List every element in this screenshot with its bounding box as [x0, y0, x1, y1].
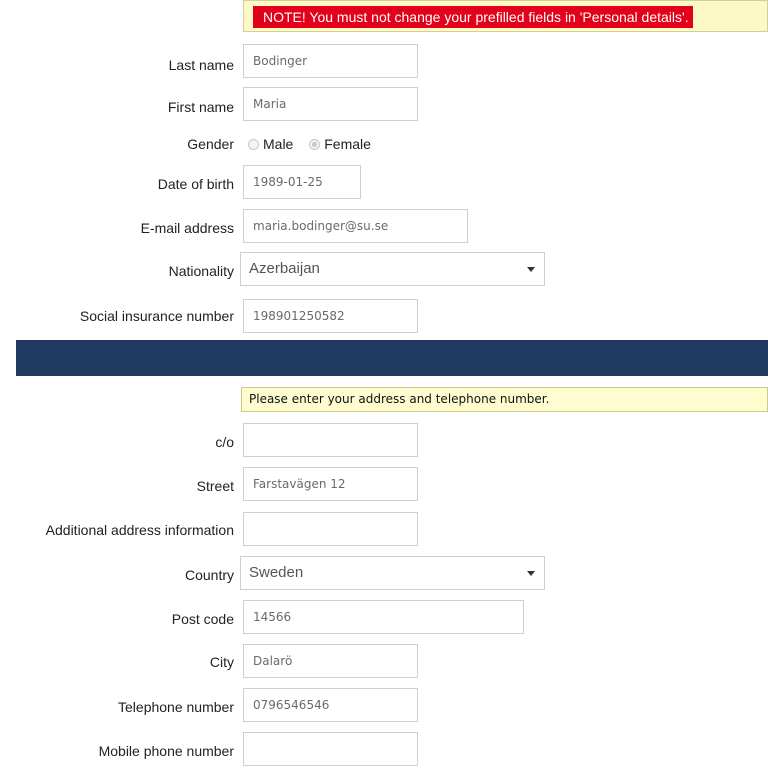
mobile-label: Mobile phone number [98, 743, 234, 759]
post-code-label: Post code [171, 611, 234, 627]
gender-male-option[interactable] [248, 136, 297, 152]
additional-address-label: Additional address information [45, 522, 234, 538]
gender-label: Gender [187, 136, 234, 152]
personal-details-note-box [243, 0, 768, 32]
post-code-input[interactable]: 14566 [243, 600, 524, 634]
radio-button-icon[interactable] [309, 139, 320, 150]
country-selected-value: Sweden [249, 564, 304, 581]
nationality-label: Nationality [168, 263, 234, 279]
social-insurance-label: Social insurance number [79, 308, 234, 324]
chevron-down-icon[interactable] [527, 267, 535, 272]
city-input[interactable]: Dalarö [243, 644, 418, 678]
social-insurance-input[interactable]: 198901250582 [243, 299, 418, 333]
last-name-label: Last name [168, 57, 234, 73]
radio-button-icon[interactable] [248, 139, 259, 150]
last-name-input[interactable]: Bodinger [243, 44, 418, 78]
address-info-box: Please enter your address and telephone number. [241, 387, 768, 412]
street-label: Street [196, 478, 234, 494]
section-divider [16, 340, 768, 376]
telephone-label: Telephone number [118, 699, 234, 715]
gender-radio-group [248, 134, 371, 154]
mobile-input[interactable] [243, 732, 418, 766]
chevron-down-icon[interactable] [527, 571, 535, 576]
co-input[interactable] [243, 423, 418, 457]
country-label: Country [184, 567, 234, 583]
personal-details-note: NOTE! You must not change your prefilled fields in 'Personal details'. [253, 6, 693, 28]
nationality-select[interactable] [240, 252, 545, 286]
co-label: c/o [215, 434, 234, 450]
date-of-birth-input[interactable]: 1989-01-25 [243, 165, 361, 199]
nationality-selected-value: Azerbaijan [249, 260, 320, 277]
telephone-input[interactable]: 0796546546 [243, 688, 418, 722]
street-input[interactable]: Farstavägen 12 [243, 467, 418, 501]
country-select[interactable] [240, 556, 545, 590]
gender-male-label[interactable]: Male [263, 136, 294, 152]
first-name-input[interactable]: Maria [243, 87, 418, 121]
additional-address-input[interactable] [243, 512, 418, 546]
email-label: E-mail address [140, 220, 234, 236]
first-name-label: First name [167, 99, 234, 115]
date-of-birth-label: Date of birth [157, 176, 234, 192]
email-input[interactable]: maria.bodinger@su.se [243, 209, 468, 243]
gender-female-label[interactable]: Female [324, 136, 371, 152]
gender-female-option[interactable] [309, 136, 371, 152]
city-label: City [209, 654, 234, 670]
